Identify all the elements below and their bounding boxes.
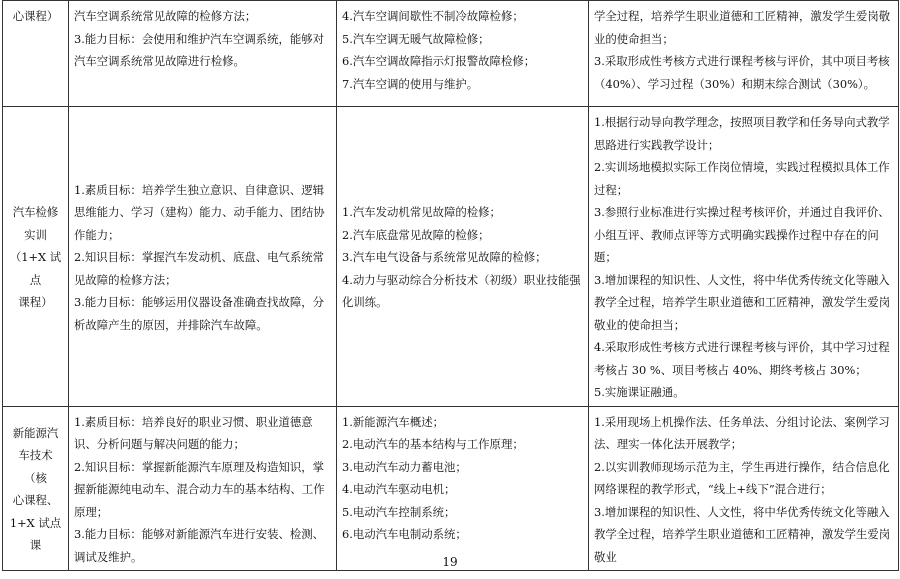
objectives-cell — [69, 107, 337, 407]
objective-item: 1.素质目标：培养良好的职业习惯、职业道德意识、分析问题与解决问题的能力； — [74, 414, 313, 451]
objective-item: 汽车空调系统常见故障的检修方法； — [74, 9, 257, 23]
requirement-item: 学全过程，培养学生职业道德和工匠精神，激发学生爱岗敬业的使命担当； — [594, 9, 891, 46]
course-name-line: 车技术（核 — [18, 448, 53, 485]
content-item: 3.汽车电气设备与系统常见故障的检修； — [342, 250, 547, 264]
requirement-item: 3.采取形成性考核方式进行课程考核与评价，其中项目考核（40%）、学习过程（30%）和期末综合测试（30%）。 — [594, 54, 890, 91]
requirement-item: 4.采取形成性考核方式进行课程考核与评价，其中学习过程考核占 30 %、项目考核占 40%、期终考核占 30%； — [594, 340, 890, 377]
objectives-cell — [69, 406, 337, 571]
content-item: 6.汽车空调故障指示灯报警故障检修； — [342, 54, 536, 68]
objective-item: 3.能力目标：能够对新能源汽车进行安装、检测、调试及维护。 — [74, 527, 325, 564]
content-item: 4.汽车空调间歇性不制冷故障检修； — [342, 9, 524, 23]
requirement-item: 2.实训场地模拟实际工作岗位情境，实践过程模拟具体工作过程； — [594, 160, 890, 197]
course-name-cell — [3, 107, 69, 407]
objectives-cell — [69, 1, 337, 107]
course-name-line: 心课程、 — [12, 493, 59, 508]
content-item: 6.电动汽车电制动系统； — [342, 527, 467, 541]
objective-item: 2.知识目标：掌握汽车发动机、底盘、电气系统常见故障的检修方法； — [74, 250, 325, 287]
course-table — [2, 0, 899, 571]
requirement-item: 3.增加课程的知识性、人文性，将中华优秀传统文化等融入教学全过程，培养学生职业道德和工匠精神，激发学生爱岗敬业 — [594, 504, 891, 564]
content-item: 3.电动汽车动力蓄电池； — [342, 459, 467, 474]
requirement-item: 1.根据行动导向教学理念，按照项目教学和任务导向式教学思路进行实践教学设计； — [594, 115, 890, 152]
objective-item: 2.知识目标：掌握新能源汽车原理及构造知识，掌握新能源纯电动车、混合动力车的基本结构、工作原理； — [74, 459, 325, 519]
content-item: 4.动力与驱动综合分析技术（初级）职业技能强化训练。 — [342, 272, 581, 309]
requirements-cell — [589, 406, 899, 571]
content-item: 5.电动汽车控制系统； — [342, 504, 456, 519]
page-number: 19 — [442, 555, 458, 569]
course-name-cell — [3, 1, 69, 107]
requirement-item: 1.采用现场上机操作法、任务单法、分组讨论法、案例学习法、理实一体化法开展教学； — [594, 414, 890, 451]
table-row — [3, 406, 899, 571]
course-name-line: 新能源汽 — [12, 425, 59, 440]
requirement-item: 5.实施课证融通。 — [594, 385, 685, 399]
content-item: 1.汽车发动机常见故障的检修； — [342, 205, 501, 219]
content-cell — [337, 1, 589, 107]
requirements-cell — [589, 107, 899, 407]
course-name-line: 实训 — [24, 227, 47, 242]
content-item: 2.电动汽车的基本结构与工作原理； — [342, 437, 524, 451]
content-item: 4.电动汽车驱动电机； — [342, 482, 456, 496]
course-name-line: 汽车检修 — [12, 205, 59, 219]
objective-item: 1.素质目标：培养学生独立意识、自律意识、逻辑思维能力、学习（建构）能力、动手能力、团结协作能力； — [74, 182, 325, 242]
content-item: 5.汽车空调无暖气故障检修； — [342, 31, 490, 46]
requirement-item: 3.参照行业标准进行实操过程考核评价，并通过自我评价、小组互评、教师点评等方式明确实践操作过程中存在的问题； — [594, 205, 890, 264]
objective-item: 3.能力目标：能够运用仪器设备准确查找故障，分析故障产生的原因，并排除汽车故障。 — [74, 295, 325, 332]
requirement-item: 3.增加课程的知识性、人文性，将中华优秀传统文化等融入教学全过程，培养学生职业道德和工匠精神，激发学生爱岗敬业的使命担当； — [594, 272, 891, 332]
requirements-cell — [589, 1, 899, 107]
course-name-line: 课程） — [18, 295, 53, 309]
content-cell — [337, 406, 589, 571]
table-row — [3, 1, 899, 107]
content-item: 7.汽车空调的使用与维护。 — [342, 76, 479, 91]
content-cell — [337, 107, 589, 407]
course-name-line: （1+X 试点 — [9, 250, 62, 287]
requirement-item: 2.以实训教师现场示范为主，学生再进行操作，结合信息化网络课程的教学形式，“线上+线下”混合进行； — [594, 459, 890, 496]
course-name-line: 心课程） — [12, 9, 59, 23]
content-item: 1.新能源汽车概述； — [342, 414, 444, 429]
objective-item: 3.能力目标：会使用和维护汽车空调系统，能够对汽车空调系统常见故障进行检修。 — [74, 31, 325, 68]
course-name-cell — [3, 406, 69, 571]
course-name-line: 1+X 试点课 — [9, 515, 62, 553]
content-item: 2.汽车底盘常见故障的检修； — [342, 227, 490, 242]
table-row — [3, 107, 899, 407]
